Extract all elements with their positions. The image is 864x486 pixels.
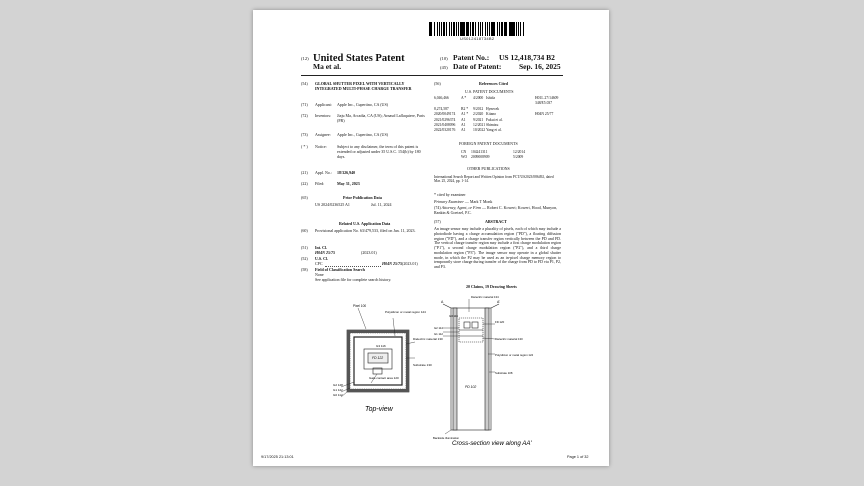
us-doc-cell: A1 — [461, 128, 466, 133]
fig-left-pixel: Pixel 100 — [353, 304, 367, 308]
cpc-version: (2023.01) — [402, 261, 418, 266]
us-doc-cell: 2020/0049174 — [434, 112, 456, 117]
us-doc-cell: 6,046,466 — [434, 96, 449, 100]
int-cl-version: (2023.01) — [361, 250, 377, 255]
code-57: (57) — [434, 219, 441, 224]
fig-left-substrate: Substrate 130 — [413, 363, 432, 367]
foreign-docs-heading: FOREIGN PATENT DOCUMENTS — [459, 141, 518, 146]
fig-right-dielectric-top: Dielectric material 134 — [471, 295, 499, 299]
us-doc-cell: 12/2021 — [473, 123, 486, 127]
code-52: (52) — [301, 256, 308, 261]
code-71: (71) — [301, 102, 308, 107]
us-doc-cell: A * — [461, 96, 467, 100]
cross-section-figure — [433, 294, 553, 448]
cited-by-examiner: * cited by examiner — [434, 192, 466, 197]
inventors: Jiaju Ma, Arcadia, CA (US); Arnaud Laflaquiere, Paris (FR) — [337, 113, 425, 123]
fig-right-g1: G1 112 — [434, 332, 443, 336]
us-doc-cell: Fukui et al. — [486, 117, 503, 122]
abstract-text: An image sensor may include a plurality of pixels, each of which may include a photodiode having a charge accumulation region ("PD"), a floating diffusion region ("FD"), and a charge transfer region vertically between the PD and FD. The vertical charge transfer region may include a first charge modulation region ("P1"), a second charge modulation region ("P2"), and a third charge modulation region ("P3"). The image sensor may operate in a global shutter mode, in which the P2 may be used as an in-pixel charge memory region to temporarily store charge during transfer of the charge from PD to FD via P1, P2, and P3. — [434, 226, 561, 269]
barcode — [429, 22, 555, 36]
code-60: (60) — [301, 228, 308, 233]
cpc-label: CPC — [315, 261, 323, 266]
left-trench — [453, 308, 457, 430]
code-65: (65) — [301, 195, 308, 200]
barcode-number: US012418734B2 — [460, 36, 495, 41]
assignee: Apple Inc., Cupertino, CA (US) — [337, 132, 388, 137]
field-search-none: None — [315, 272, 324, 277]
us-doc-cell: Hynecek — [486, 106, 500, 111]
int-cl-class: H04N 25/75 — [315, 250, 336, 255]
us-doc-cell: H04N 25/77 — [535, 112, 554, 117]
abstract-heading: ABSTRACT — [485, 219, 507, 224]
fig-left-caption: Top-view — [365, 406, 393, 413]
us-doc-cell: Shimizu — [486, 123, 499, 127]
int-cl-label: Int. Cl. — [315, 245, 328, 250]
right-trench — [485, 308, 489, 430]
document-title: United States Patent — [313, 53, 405, 64]
us-doc-cell: 9/2021 — [473, 117, 484, 122]
appl-no: 18/326,940 — [337, 170, 356, 175]
foreign-doc-cell: CN — [461, 150, 467, 154]
us-doc-cell: A1 — [461, 123, 466, 127]
claims-count: 20 Claims, 19 Drawing Sheets — [466, 284, 517, 289]
code-58: (58) — [301, 267, 308, 272]
fig-left-g1: G1 122 — [333, 388, 343, 392]
us-doc-cell: 9/2012 — [473, 106, 484, 111]
us-docs-heading: U.S. PATENT DOCUMENTS — [465, 89, 514, 94]
us-doc-cell: 8,274,587 — [434, 106, 449, 111]
code-10: (10) — [440, 56, 448, 61]
us-doc-cell: Ishida — [486, 96, 496, 100]
foreign-doc-cell: 12/2014 — [513, 150, 526, 154]
fig-right-a: A — [441, 300, 444, 304]
references-heading: References Cited — [479, 81, 508, 86]
applicant: Apple Inc., Cupertino, CA (US) — [337, 102, 388, 107]
code-73: (73) — [301, 132, 308, 137]
other-pubs-text: International Search Report and Written Opinion from PCT/US2023/086492, dated Mar. 25, 2024, pp. 1-14. — [434, 175, 554, 184]
prior-pub-number: US 2024/0236525 A1 — [315, 202, 350, 207]
footer-timestamp: 9/17/2025 21:13:01 — [261, 455, 294, 459]
fig-right-dielectric: Dielectric material 130 — [495, 337, 523, 341]
foreign-doc-cell: WO — [461, 155, 468, 159]
fig-left-g0: G0 112 — [333, 393, 343, 397]
us-doc-cell: 4/2000 — [473, 96, 484, 100]
prior-pub-heading: Prior Publication Data — [343, 195, 382, 200]
code-22: (22) — [301, 181, 308, 186]
code-notice: ( * ) — [301, 144, 308, 149]
inventors-label: Inventors: — [315, 113, 332, 118]
appl-no-label: Appl. No.: — [315, 170, 332, 175]
code-21: (21) — [301, 170, 308, 175]
code-45: (45) — [440, 65, 448, 70]
inventor-short: Ma et al. — [313, 62, 342, 71]
fig-left-dielectric: Dielectric material 130 — [413, 337, 443, 341]
fig-right-g3: G3 116 — [449, 314, 458, 318]
us-doc-cell: B2 * — [461, 106, 469, 111]
us-doc-cell: Kitano — [486, 112, 497, 117]
related-heading: Related U.S. Application Data — [339, 221, 391, 226]
fig-right-a2: A' — [497, 300, 501, 304]
filed-label: Filed: — [315, 181, 325, 186]
code-51: (51) — [301, 245, 308, 250]
us-doc-cell: A1 — [461, 117, 466, 122]
us-doc-cell: 348/E5.037 — [535, 101, 553, 106]
attorney-label: Attorney, Agent, or Firm — [441, 205, 482, 210]
patent-no-label: Patent No.: — [453, 53, 490, 62]
code-72: (72) — [301, 113, 308, 118]
us-doc-cell: 2/2020 — [473, 112, 484, 117]
foreign-doc-cell: 104241311 — [471, 150, 488, 154]
patent-number: US 12,418,734 B2 — [499, 53, 555, 62]
examiner-label: Primary Examiner — [434, 199, 464, 204]
code-74: (74) — [434, 205, 441, 210]
fig-right-substrate: Substrate 108 — [495, 371, 513, 375]
us-cl-label: U.S. Cl. — [315, 256, 329, 261]
fig-left-gate: Gate contact area 120 — [369, 376, 399, 380]
code-54: (54) — [301, 81, 308, 86]
provisional-app: Provisional application No. 63/479,533, filed on Jan. 11, 2023. — [315, 228, 416, 233]
fd-box-2 — [472, 322, 478, 328]
attorney-line — [434, 206, 561, 216]
fig-right-fd: FD 120 — [495, 320, 505, 324]
fig-left-fd: FD 122 — [372, 356, 384, 360]
notice-label: Notice: — [315, 144, 327, 149]
us-doc-cell: 2021/0296374 — [434, 117, 456, 122]
fig-right-poly: Polysilicon or metal region 124 — [495, 353, 534, 357]
fig-right-backside: Backside illumination — [433, 436, 460, 440]
notice-text: Subject to any disclaimer, the term of this patent is extended or adjusted under 35 U.S.C. 154(b) by 180 days. — [337, 144, 421, 159]
us-doc-cell: A1 * — [461, 112, 469, 117]
foreign-doc-cell: 5/2009 — [513, 155, 524, 159]
examiner: — Mark T Monk — [464, 199, 493, 204]
fig-right-caption: Cross-section view along AA' — [452, 440, 532, 447]
patent-date: Sep. 16, 2025 — [519, 62, 561, 71]
applicant-label: Applicant: — [315, 102, 332, 107]
fig-left-g3: G3 116 — [376, 344, 386, 348]
us-doc-cell: H01L 27/14609 — [535, 96, 559, 100]
filed-date: May 31, 2023 — [337, 181, 360, 186]
field-search-label: Field of Classification Search — [315, 267, 365, 272]
assignee-label: Assignee: — [315, 132, 331, 137]
prior-pub-date: Jul. 11, 2024 — [371, 202, 392, 207]
us-doc-cell: Yang et al. — [486, 128, 502, 133]
attorney: — Robert C. Kowert; Kowert, Hood, Munyon, Rankin & Goetzel, P.C. — [434, 205, 558, 215]
code-56: (56) — [434, 81, 441, 86]
field-search-note: See application file for complete search history. — [315, 277, 392, 282]
invention-title: GLOBAL SHUTTER PIXEL WITH VERTICALLY INTEGRATED MULTI-PHASE CHARGE TRANSFER — [315, 81, 412, 91]
footer-page: Page 1 of 32 — [567, 455, 589, 459]
us-doc-cell: 2022/0320176 — [434, 128, 456, 133]
fig-left-g2: G2 128 — [333, 383, 343, 387]
other-pubs-heading: OTHER PUBLICATIONS — [467, 166, 510, 171]
cpc-class: H04N 25/75 — [382, 261, 403, 266]
fig-left-poly: Polysilicon or metal region 124 — [385, 310, 426, 314]
code-12: (12) — [301, 56, 309, 61]
foreign-doc-cell: 2009008909 — [471, 155, 490, 159]
fd-box — [464, 322, 470, 328]
us-doc-cell: 2021/0408096 — [434, 123, 456, 127]
fig-right-g2: G2 114 — [434, 326, 443, 330]
us-doc-cell: 10/2022 — [473, 128, 486, 133]
header-rule — [301, 75, 563, 76]
fig-right-pd: PD 102 — [465, 385, 477, 389]
patent-page — [253, 10, 609, 466]
date-label: Date of Patent: — [453, 62, 502, 71]
